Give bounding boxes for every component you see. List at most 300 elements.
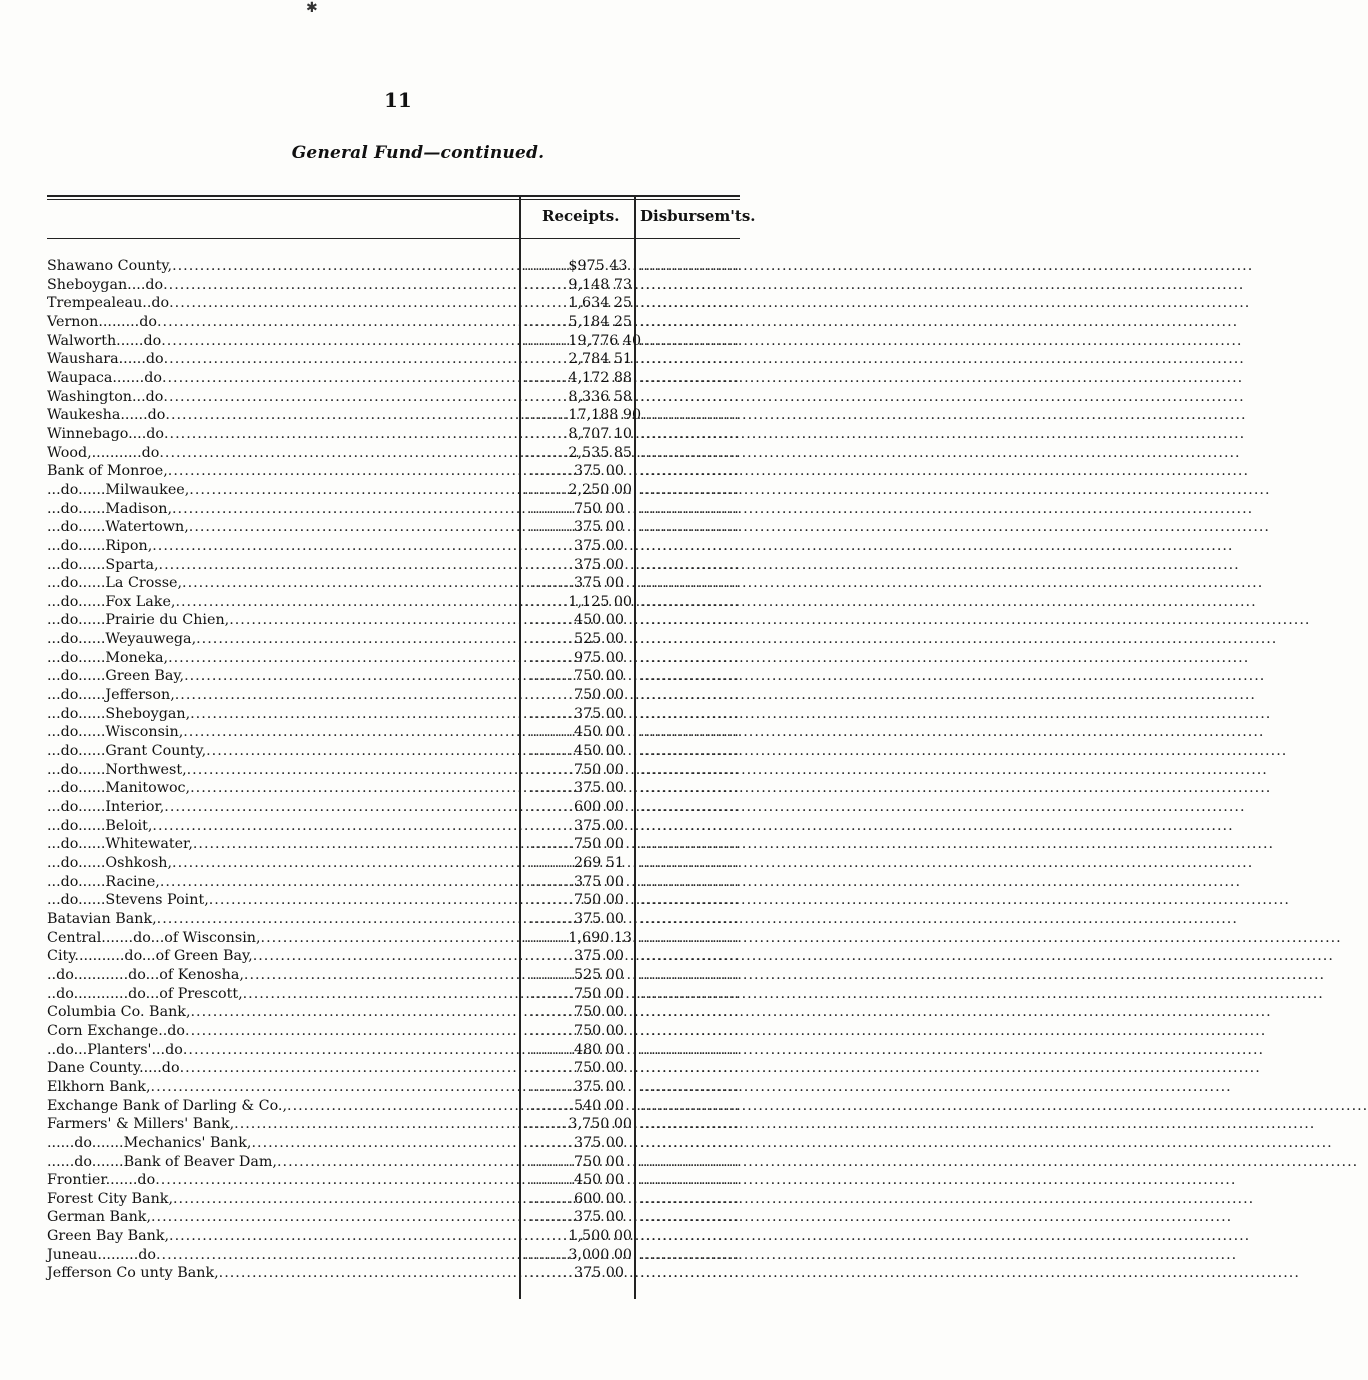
dot-leader: ........ [529,1097,574,1114]
row-label-text: ...do......Northwest, [47,761,187,778]
table-row [0,481,836,500]
dot-leader: ........ [524,1228,569,1245]
table-row [0,369,836,388]
row-label [47,817,517,835]
row-receipts-value: 450 00 [573,743,624,760]
row-label [47,1041,517,1059]
row-label-text: Farmers' & Millers' Bank, [47,1116,235,1133]
row-receipts-value: 19,776 40 [568,332,642,349]
table-row [0,966,836,985]
dot-leader: ........ [524,481,569,498]
dot-leader: ........ [529,463,574,480]
row-receipts [524,817,624,835]
row-receipts-value: $975 43 [568,258,628,274]
row-label [47,444,517,462]
dot-leader: ........ [529,855,574,871]
table-row [0,835,836,854]
row-label [47,947,517,965]
row-receipts-value: 525 00 [573,631,624,648]
table-row [0,444,836,463]
row-disbursements: .................. [640,612,740,629]
row-disbursements: .................. [640,948,740,965]
row-label-text: ...do......Wisconsin, [47,724,184,741]
row-receipts [524,649,624,667]
row-disbursements: .................. [640,1116,740,1133]
row-label [47,369,517,387]
row-label-text: Dane County.....do [47,1060,180,1077]
row-disbursements: .................. [640,799,740,816]
row-label [47,1264,517,1282]
row-receipts-value: 9,148 73 [568,276,633,293]
row-disbursements: .................. [640,276,740,293]
dot-leader: ........ [524,593,569,610]
dot-leader: ........ [524,388,569,405]
row-receipts [524,1134,624,1152]
row-label-text: Columbia Co. Bank, [47,1004,191,1021]
disbursements-header: Disbursem'ts. [640,207,756,225]
row-label [47,276,517,294]
row-label [47,537,517,555]
row-receipts [524,294,633,312]
row-receipts [524,1264,624,1282]
dot-leader: ........ [529,1078,574,1095]
row-label-text: Green Bay Bank, [47,1228,170,1245]
row-disbursements: .................. [640,1134,740,1151]
dot-leader: ........ [529,1190,574,1207]
dot-leader: ........ [529,1153,574,1170]
row-label-text: Central.......do...of Wisconsin, [47,929,261,946]
table-row [0,1003,836,1022]
row-receipts-value: 375 00 [573,817,624,834]
table-row [0,705,836,724]
row-label-text: Trempealeau..do [47,295,170,312]
page-number: 11 [384,88,412,112]
row-label-text: ...do......Fox Lake, [47,593,176,610]
row-receipts-value: 750 00 [573,1153,624,1170]
row-label-text: ...do......Green Bay, [47,668,185,685]
row-label [47,406,517,424]
row-label [47,1246,517,1264]
row-label-text: ...do......Stevens Point, [47,892,209,909]
row-label [47,611,517,629]
row-label [47,350,517,368]
ledger-table [0,257,836,1283]
row-label [47,835,517,853]
table-row [0,947,836,966]
row-label-text: Jefferson Co unty Bank, [47,1265,219,1282]
row-receipts [524,257,628,275]
row-disbursements: .................. [640,313,740,330]
row-receipts [524,593,633,611]
row-label-text: Waukesha......do [47,407,166,424]
row-label [47,854,517,872]
receipts-header: Receipts. [542,207,620,225]
row-receipts [524,350,633,368]
table-row [0,406,836,425]
row-receipts-value: 375 00 [573,910,624,927]
dot-leader: ........ [524,332,569,349]
row-disbursements: .................. [640,481,740,498]
row-receipts [524,1097,624,1115]
row-label [47,1153,517,1171]
row-receipts [524,742,624,760]
row-receipts [524,444,633,462]
row-label-text: ......do.......Bank of Beaver Dam, [47,1153,277,1170]
table-row [0,817,836,836]
table-row [0,611,836,630]
row-receipts-value: 17,188 90 [568,407,642,424]
row-receipts-value: 5,184 25 [568,313,633,330]
row-receipts-value: 375 00 [573,948,624,965]
row-receipts [524,854,624,872]
dot-leader: ........ [524,295,569,312]
row-receipts-value: 750 00 [573,1060,624,1077]
row-label [47,425,517,443]
row-receipts [524,1153,624,1171]
row-receipts-value: 750 00 [573,500,624,517]
row-label-text: City...........do...of Green Bay, [47,948,253,965]
table-row [0,257,836,276]
dot-leader: ........ [529,985,574,1002]
dot-leader: ........ [529,668,574,685]
row-label-text: Waupaca.......do [47,369,162,386]
dot-leader: ........ [524,258,569,274]
row-label-text: ...do......La Crosse, [47,575,183,592]
row-label-text: Washington...do [47,388,164,405]
dot-leader: ........ [529,631,574,648]
table-row [0,1097,836,1116]
row-label [47,388,517,406]
row-disbursements: .................. [640,369,740,386]
row-label [47,1097,517,1115]
row-label [47,1190,517,1208]
table-row [0,556,836,575]
row-disbursements: .................. [640,351,740,368]
dot-leader: ........ [524,313,569,330]
row-label [47,761,517,779]
row-receipts-value: 8,336 58 [568,388,633,405]
row-receipts-value: 1,125 00 [568,593,633,610]
row-label [47,985,517,1003]
row-receipts-value: 375 00 [573,519,624,536]
row-receipts-value: 750 00 [573,892,624,909]
dot-leader: ........ [524,444,569,461]
row-disbursements: .................. [640,425,740,442]
row-disbursements: .................. [640,575,740,592]
row-label-text: ......do.......Mechanics' Bank, [47,1134,252,1151]
row-receipts [524,873,624,891]
dot-leader: ........ [524,407,569,424]
row-receipts-value: 375 00 [573,1134,624,1151]
row-receipts [524,835,624,853]
row-receipts [524,779,624,797]
row-receipts [524,518,624,536]
row-disbursements: .................. [640,332,740,349]
table-row [0,518,836,537]
row-disbursements: .................. [640,1097,740,1114]
row-label-text: ...do......Interior, [47,799,165,816]
row-label-text: ..do............do...of Prescott, [47,985,243,1002]
row-label-text: ...do......Sheboygan, [47,705,191,722]
dot-leader: ........ [529,892,574,909]
row-disbursements: .................. [640,761,740,778]
row-disbursements: .................. [640,724,740,741]
row-disbursements: .................. [640,1004,740,1021]
row-receipts [524,891,624,909]
row-receipts-value: 375 00 [573,1209,624,1226]
table-row [0,593,836,612]
row-disbursements: .................. [640,295,740,312]
row-receipts [524,798,624,816]
row-receipts-value: 480 00 [573,1041,624,1058]
table-row [0,1153,836,1172]
table-row [0,294,836,313]
dot-leader: ........ [529,537,574,554]
row-label-text: ...do......Whitewater, [47,836,193,853]
table-row [0,798,836,817]
row-receipts [524,1171,624,1189]
dot-leader: ........ [529,966,574,983]
row-label [47,686,517,704]
row-receipts-value: 375 00 [573,463,624,480]
dot-leader: ........ [529,1209,574,1226]
row-receipts [524,313,633,331]
dot-leader: ........ [529,687,574,704]
row-receipts-value: 450 00 [573,612,624,629]
row-label [47,891,517,909]
row-receipts [524,574,624,592]
row-disbursements: .................. [640,1190,740,1207]
row-receipts [524,388,633,406]
row-receipts [524,1003,624,1021]
table-row [0,985,836,1004]
row-receipts-value: 2,250 00 [568,481,633,498]
row-label [47,910,517,928]
row-label-text: Frontier.......do [47,1172,156,1189]
table-row [0,313,836,332]
row-receipts [524,910,624,928]
row-receipts-value: 1,690 13 [568,929,633,946]
dot-leader: ........ [529,649,574,666]
row-label-text: ...do......Jefferson, [47,687,175,704]
table-row [0,854,836,873]
row-receipts-value: 269 51 [573,855,624,871]
table-row [0,1246,836,1265]
row-receipts-value: 4,172 88 [568,369,633,386]
row-receipts [524,1022,624,1040]
row-label-text: ...do......Ripon, [47,537,153,554]
dot-leader: ........ [524,351,569,368]
table-row [0,1227,836,1246]
row-disbursements: .................. [640,1228,740,1245]
row-label-text: ...do......Grant County, [47,743,207,760]
row-label-text: Batavian Bank, [47,910,157,927]
row-disbursements: .................. [640,258,740,274]
row-label [47,332,517,350]
row-label-text: ...do......Madison, [47,500,172,517]
table-row [0,761,836,780]
page-title: General Fund—continued. [291,143,545,163]
dot-leader: ........ [529,575,574,592]
row-disbursements: .................. [640,817,740,834]
row-label-text: ..do...Planters'...do [47,1041,183,1058]
row-label-text: Juneau.........do [47,1246,156,1263]
row-disbursements: .................. [640,1060,740,1077]
table-row [0,1022,836,1041]
row-receipts-value: 3,750 00 [568,1116,633,1133]
table-row [0,350,836,369]
row-receipts [524,276,633,294]
table-row [0,500,836,519]
dot-leader: ........ [529,1134,574,1151]
dot-leader: ........ [529,761,574,778]
row-receipts-value: 600 00 [573,799,624,816]
row-disbursements: .................. [640,929,740,946]
dot-leader: ........ [524,276,569,293]
row-label-text: Corn Exchange..do [47,1022,186,1039]
row-disbursements: .................. [640,985,740,1002]
dot-leader: ........ [529,817,574,834]
row-receipts-value: 750 00 [573,836,624,853]
row-receipts [524,369,633,387]
table-row [0,388,836,407]
row-receipts [524,1208,624,1226]
row-disbursements: .................. [640,1022,740,1039]
table-row [0,1171,836,1190]
row-label-text: ...do......Weyauwega, [47,631,197,648]
table-row [0,686,836,705]
dot-leader: ........ [529,1265,574,1282]
row-disbursements: .................. [640,743,740,760]
dot-leader: ........ [529,910,574,927]
row-label [47,556,517,574]
table-row [0,276,836,295]
row-label [47,667,517,685]
row-receipts [524,332,642,350]
dot-leader: ........ [529,780,574,797]
row-disbursements: .................. [640,855,740,871]
row-receipts-value: 375 00 [573,705,624,722]
row-disbursements: .................. [640,1209,740,1226]
row-label [47,705,517,723]
row-receipts [524,1227,633,1245]
row-receipts-value: 375 00 [573,575,624,592]
row-receipts [524,1078,624,1096]
row-receipts [524,667,624,685]
row-label [47,723,517,741]
row-receipts [524,556,624,574]
row-receipts [524,761,624,779]
row-disbursements: .................. [640,407,740,424]
row-label-text: ...do......Moneka, [47,649,169,666]
row-disbursements: .................. [640,910,740,927]
row-label-text: Exchange Bank of Darling & Co., [47,1097,288,1114]
dot-leader: ........ [524,1246,569,1263]
row-label-text: ...do......Sparta, [47,556,159,573]
row-label [47,649,517,667]
row-disbursements: .................. [640,444,740,461]
row-receipts [524,1041,624,1059]
row-label [47,500,517,518]
dot-leader: ........ [529,612,574,629]
row-receipts [524,425,633,443]
row-receipts [524,500,624,518]
row-receipts-value: 540 00 [573,1097,624,1114]
row-disbursements: .................. [640,1172,740,1189]
row-receipts-value: 750 00 [573,668,624,685]
row-disbursements: .................. [640,537,740,554]
row-receipts [524,723,624,741]
row-label [47,742,517,760]
row-label [47,1227,517,1245]
row-disbursements: .................. [640,1246,740,1263]
row-receipts [524,929,633,947]
row-disbursements: .................. [640,1153,740,1170]
dot-leader: ........ [529,1041,574,1058]
row-disbursements: .................. [640,519,740,536]
dot-leader: ........ [524,929,569,946]
row-disbursements: .................. [640,593,740,610]
row-disbursements: .................. [640,892,740,909]
row-label [47,1059,517,1077]
dot-leader: ........ [529,1060,574,1077]
row-label-text: Sheboygan....do [47,276,164,293]
table-row [0,929,836,948]
table-row [0,1264,836,1283]
row-receipts [524,705,624,723]
row-disbursements: .................. [640,556,740,573]
dot-leader: ........ [524,425,569,442]
dot-leader: ........ [529,743,574,760]
table-row [0,891,836,910]
dot-leader: ........ [529,705,574,722]
ink-mark: ✱ [306,0,318,16]
row-receipts-value: 750 00 [573,761,624,778]
row-label [47,630,517,648]
row-receipts-value: 975 00 [573,649,624,666]
row-label-text: ...do......Manitowoc, [47,780,191,797]
dot-leader: ........ [529,873,574,890]
table-row [0,723,836,742]
row-receipts-value: 375 00 [573,1265,624,1282]
row-receipts-value: 375 00 [573,780,624,797]
dot-leader: ........ [529,519,574,536]
row-receipts [524,462,624,480]
dot-leader: ........ [529,1004,574,1021]
row-label [47,1171,517,1189]
row-label-text: Waushara......do [47,351,164,368]
top-rule [47,195,740,197]
row-label-text: ...do......Watertown, [47,519,189,536]
row-label [47,593,517,611]
table-row [0,873,836,892]
row-receipts-value: 3,000 00 [568,1246,633,1263]
row-receipts [524,630,624,648]
row-label [47,294,517,312]
row-label-text: ...do......Beloit, [47,817,153,834]
dot-leader: ........ [529,836,574,853]
row-label-text: Bank of Monroe, [47,463,168,480]
table-row [0,649,836,668]
row-label [47,574,517,592]
row-receipts-value: 750 00 [573,1004,624,1021]
row-label-text: Wood,...........do [47,444,160,461]
table-row [0,574,836,593]
row-label [47,481,517,499]
row-label [47,1208,517,1226]
row-disbursements: .................. [640,1265,740,1282]
row-disbursements: .................. [640,836,740,853]
